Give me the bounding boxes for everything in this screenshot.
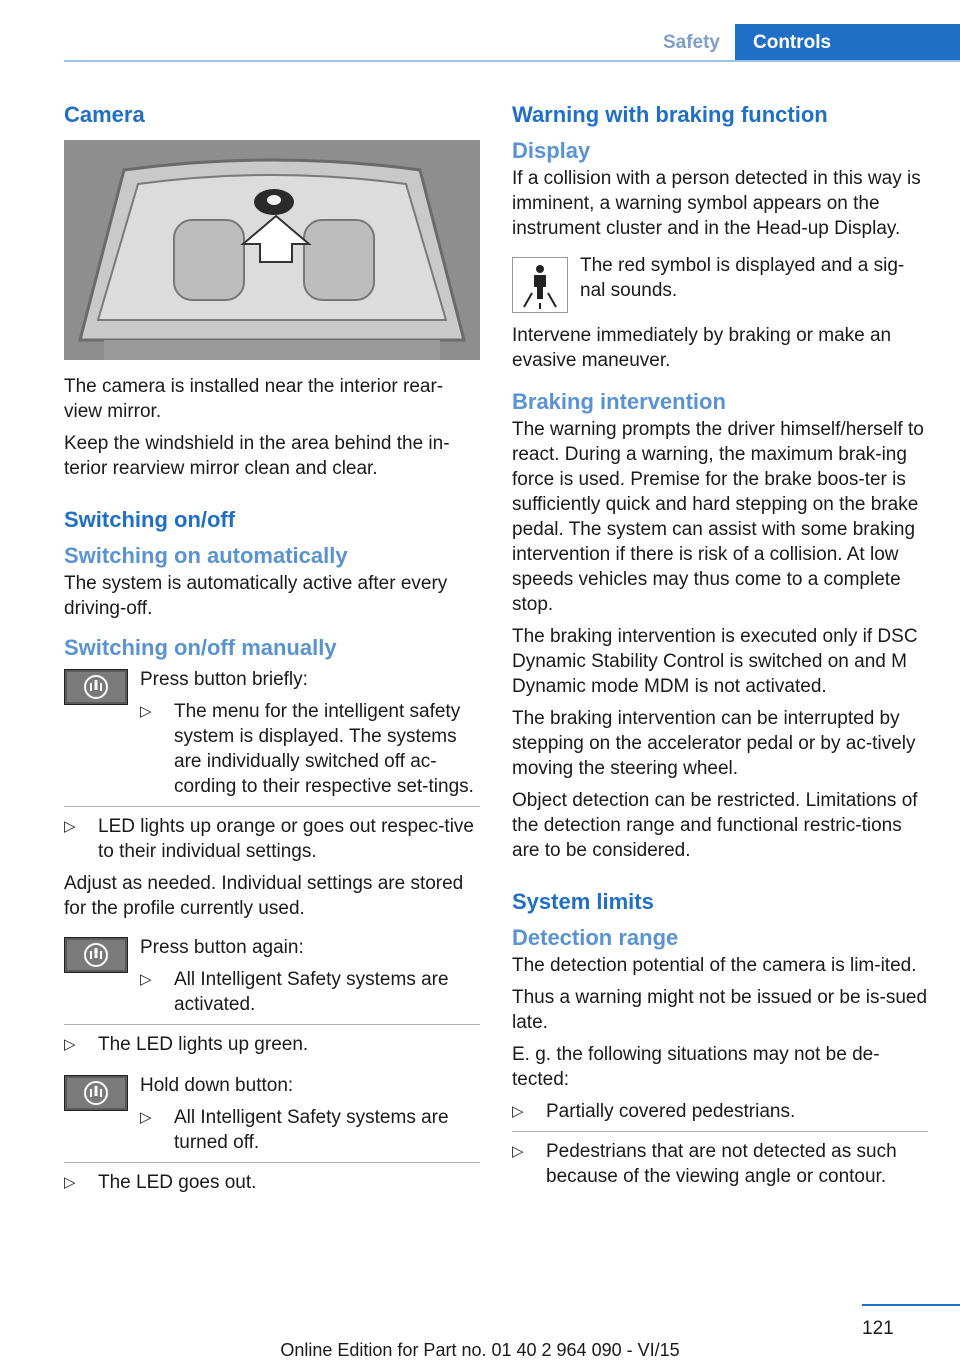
triangle-bullet-icon: ▷ [140,971,152,988]
press-again-block [64,935,480,1017]
list-item: ▷ Pedestrians that are not detected as such because of the viewing angle or contour. [512,1141,897,1187]
auto-text: The system is automatically active after every driving-off. [64,573,448,619]
camera-heading: Camera [64,102,145,127]
warning-symbol-block [512,253,928,313]
pedestrian-warning-icon [512,257,568,313]
intelligent-safety-button-icon [64,1075,128,1111]
switching-heading: Switching on/off [64,507,236,532]
braking-heading: Braking intervention [512,389,726,414]
triangle-bullet-icon: ▷ [64,818,76,835]
camera-text-2: Keep the windshield in the area behind the in-terior rearview mirror clean and clear. [64,433,450,479]
press-briefly-block [64,667,480,799]
header-rule [64,60,960,62]
header-tab-safety: Safety [662,32,720,53]
triangle-bullet-icon: ▷ [140,703,152,720]
triangle-bullet-icon: ▷ [64,1036,76,1053]
list-item: ▷ The LED lights up green. [64,1034,309,1055]
switching-manual-heading: Switching on/off manually [64,635,337,660]
camera-location-figure [64,140,480,360]
hold-down-label: Hold down button: [140,1075,294,1096]
list-item: ▷ All Intelligent Safety systems are turned off. [140,1107,449,1153]
warning-heading: Warning with braking function [512,102,828,127]
triangle-bullet-icon: ▷ [512,1143,524,1160]
header-tab-controls: Controls [735,24,960,62]
list-item: ▷ All Intelligent Safety systems are activated. [140,969,449,1015]
list-item: ▷ The menu for the intelligent safety system is displayed. The systems are individually switched off ac-cording to their respective set-tings. [140,701,474,797]
triangle-bullet-icon: ▷ [512,1103,524,1120]
red-symbol-text: The red symbol is displayed and a sig-nal sounds. [580,255,905,301]
page-number: 121 [862,1318,894,1339]
triangle-bullet-icon: ▷ [64,1174,76,1191]
list-item: ▷ The LED goes out. [64,1172,257,1193]
press-briefly-label: Press button briefly: [140,669,308,690]
list-item: ▷ LED lights up orange or goes out respec-tive to their individual settings. [64,816,474,862]
range-text-3: E. g. the following situations may not be de-tected: [512,1044,880,1090]
hold-down-block [64,1073,480,1155]
intervene-text: Intervene immediately by braking or make an evasive maneuver. [512,325,892,371]
braking-text-2: The braking intervention is executed only if DSC Dynamic Stability Control is switched on and M Dynamic mode MDM is not activated. [512,626,918,697]
display-heading: Display [512,138,591,163]
list-item: ▷ Partially covered pedestrians. [512,1101,796,1122]
braking-text-4: Object detection can be restricted. Limitations of the detection range and functional restric-tions are to be considered. [512,790,918,861]
braking-text-3: The braking intervention can be interrupted by stepping on the accelerator pedal or by ac-tively moving the steering wheel. [512,708,916,779]
detection-range-heading: Detection range [512,925,679,950]
press-again-label: Press button again: [140,937,304,958]
intelligent-safety-button-icon [64,937,128,973]
system-limits-heading: System limits [512,889,654,914]
footer-rule [862,1304,960,1306]
left-column [64,100,480,1202]
right-column [512,100,928,1196]
range-text-1: The detection potential of the camera is lim-ited. [512,955,917,976]
range-text-2: Thus a warning might not be issued or be is-sued late. [512,987,928,1033]
camera-text-1: The camera is installed near the interior rear-view mirror. [64,376,444,422]
display-text: If a collision with a person detected in this way is imminent, a warning symbol appears on the instrument cluster and in the Head-up Display. [512,168,921,239]
triangle-bullet-icon: ▷ [140,1109,152,1126]
adjust-text: Adjust as needed. Individual settings are stored for the profile currently used. [64,873,464,919]
intelligent-safety-button-icon [64,669,128,705]
switching-auto-heading: Switching on automatically [64,543,348,568]
footer-edition: Online Edition for Part no. 01 40 2 964 090 - VI/15 [280,1340,680,1360]
braking-text-1: The warning prompts the driver himself/herself to react. During a warning, the maximum brak-ing force is used. Premise for the brake boos-ter is sufficiently quick and hard stepping on the brake pedal. The system can assist with some braking intervention if there is risk of a collision. At low speeds vehicles may thus come to a complete stop. [512,419,924,615]
